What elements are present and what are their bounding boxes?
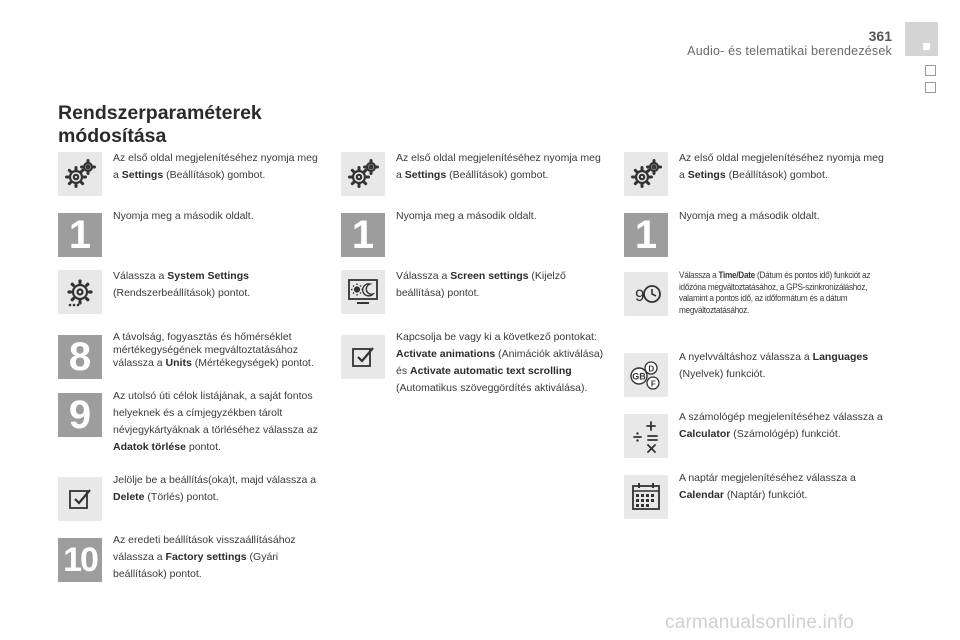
lang-d-label: D	[648, 364, 655, 374]
c2-step-second-page: Nyomja meg a második oldalt.	[396, 210, 537, 222]
step-number-badge: 1	[624, 213, 668, 257]
settings-gears-icon	[341, 152, 385, 196]
step-number-badge: 10	[58, 538, 102, 582]
chapter-tab	[925, 82, 936, 93]
c3-step-languages: A nyelvváltáshoz válassza a Languages (Nyelvek) funkciót.	[679, 351, 869, 380]
page-title: Rendszerparaméterek módosítása	[58, 102, 262, 147]
c3-step-time-date: Válassza a Time/Date (Dátum és pontos idő) funkciót az időzóna megváltoztatásához, a GPS-szinkronizáláshoz, valamint a pontos idő, az időformátum és a dátum megváltoztatásához.	[679, 270, 871, 315]
languages-icon	[624, 353, 668, 397]
c2-step-screen-settings: Válassza a Screen settings (Kijelző beállítása) pontot.	[396, 270, 566, 299]
c3-step-calculator: A számológép megjelenítéséhez válassza a Calculator (Számológép) funkciót.	[679, 411, 883, 440]
settings-gears-icon	[624, 152, 668, 196]
c1-step-factory-settings: Az eredeti beállítások visszaállításához válassza a Factory settings (Gyári beállítások) pontot.	[113, 534, 296, 580]
page-number: 361	[868, 28, 892, 44]
step-number-badge: 8	[58, 335, 102, 379]
watermark: carmanualsonline.info	[665, 612, 855, 633]
c1-step-delete: Jelölje be a beállítás(oka)t, majd válassza a Delete (Törlés) pontot.	[113, 474, 317, 503]
c1-step-units: A távolság, fogyasztás és hőmérséklet mértékegységének megváltoztatásához válassza a Units (Mértékegységek) pontot.	[113, 331, 314, 369]
c3-step-calendar: A naptár megjelenítéséhez válassza a Calendar (Naptár) funkciót.	[679, 472, 856, 501]
c3-step-open-settings: Az első oldal megjelenítéséhez nyomja meg a Setings (Beállítások) gombot.	[679, 152, 884, 181]
system-settings-icon	[58, 270, 102, 314]
calendar-icon	[624, 475, 668, 519]
c2-step-open-settings: Az első oldal megjelenítéséhez nyomja meg a Settings (Beállítások) gombot.	[396, 152, 601, 181]
step-number-badge: 1	[58, 213, 102, 257]
checkbox-icon	[341, 335, 385, 379]
chapter-tab-active	[905, 22, 938, 56]
chapter-tab	[925, 65, 936, 76]
lang-gb-label: GB	[632, 371, 646, 382]
c1-step-system-settings: Válassza a System Settings (Rendszerbeállítások) pontot.	[113, 270, 251, 299]
svg-text:9: 9	[635, 286, 645, 305]
c1-step-delete-data: Az utolsó úti célok listájának, a saját fontos helyeknek és a címjegyzékben tárolt névjegykártyáknak a törléséhez válassza az Adatok törlése pontot.	[113, 390, 318, 453]
c1-step-open-settings: Az első oldal megjelenítéséhez nyomja meg a Settings (Beállítások) gombot.	[113, 152, 318, 181]
lang-f-label: F	[650, 379, 656, 389]
step-number-badge: 1	[341, 213, 385, 257]
settings-gears-icon	[58, 152, 102, 196]
screen-settings-icon	[341, 270, 385, 314]
c3-step-second-page: Nyomja meg a második oldalt.	[679, 210, 820, 222]
c2-step-animations: Kapcsolja be vagy ki a következő pontokat: Activate animations (Animációk aktiválása) és Activate automatic text scrolling (Automatikus szöveggördítés aktiválása).	[396, 331, 604, 394]
time-date-icon	[624, 272, 668, 316]
calculator-icon	[624, 414, 668, 458]
checkbox-icon	[58, 477, 102, 521]
chapter-header: Audio- és telematikai berendezések	[687, 44, 892, 58]
c1-step-second-page: Nyomja meg a második oldalt.	[113, 210, 254, 222]
step-number-badge: 9	[58, 393, 102, 437]
